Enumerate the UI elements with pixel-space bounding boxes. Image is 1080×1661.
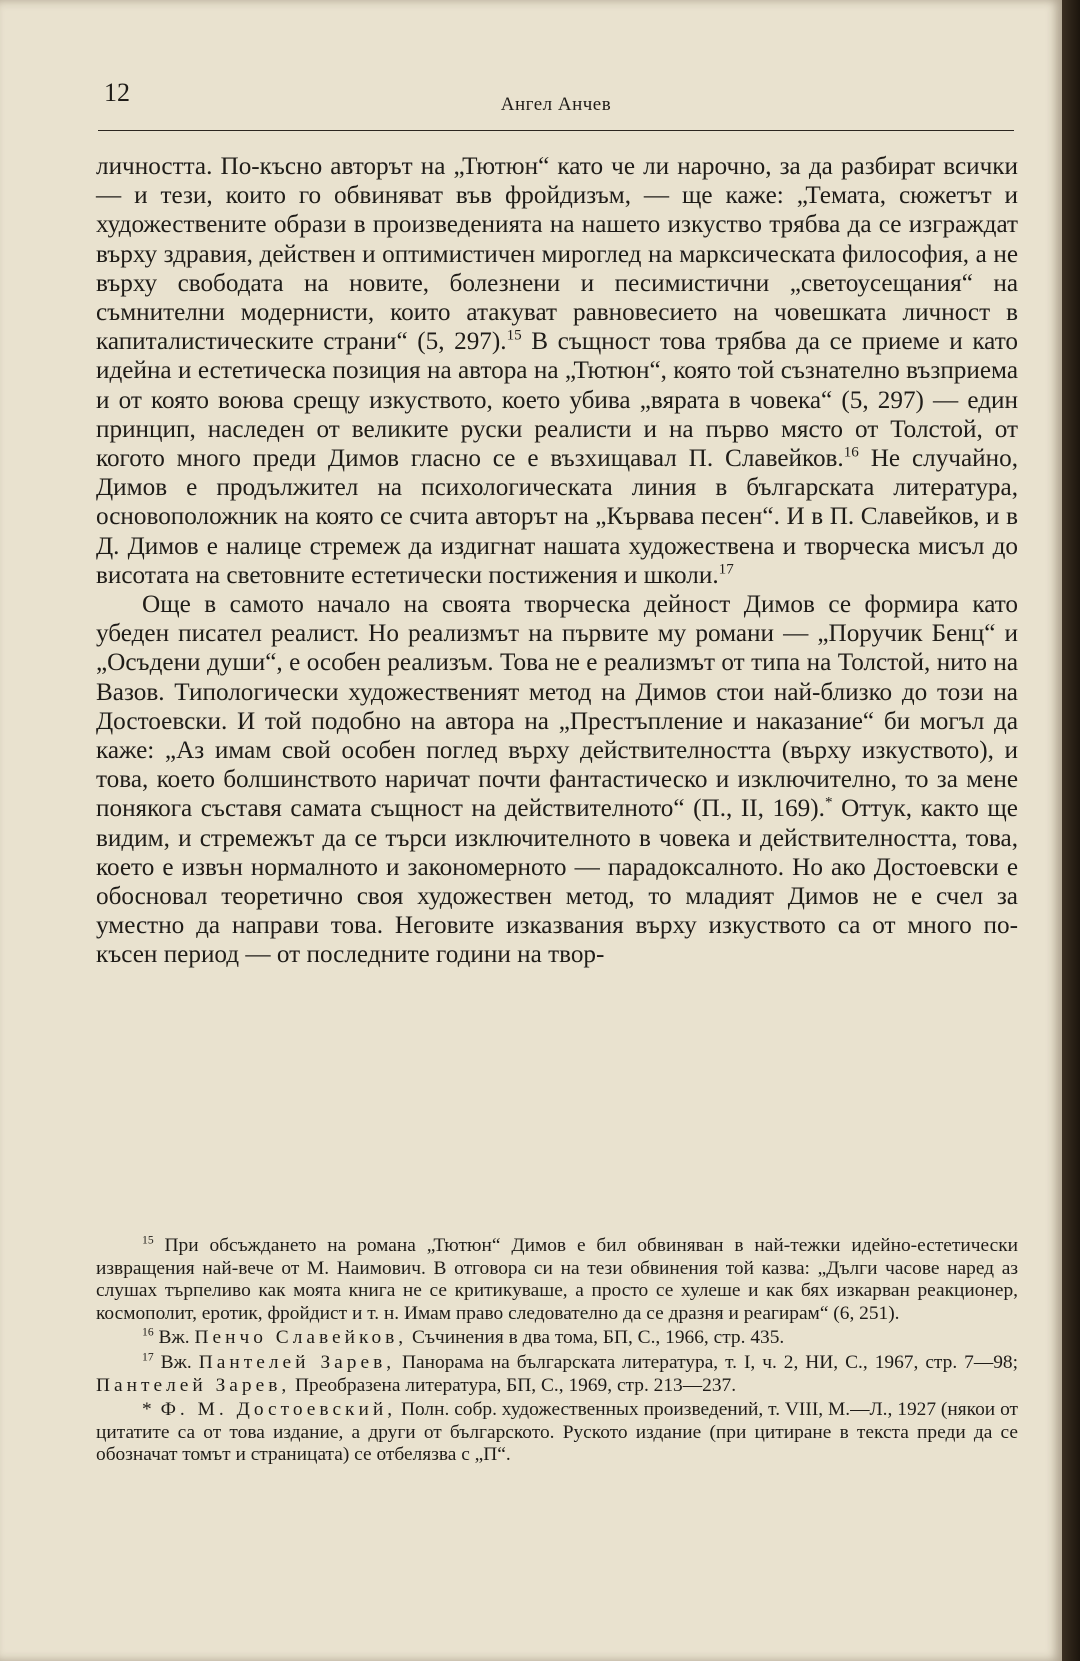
footnote-16-text: Съчинения в два тома, БП, С., 1966, стр. 435. xyxy=(407,1327,785,1349)
footnote-17-author-1: Пантелей Зарев, xyxy=(198,1351,396,1373)
footnote-ref-star: * xyxy=(824,795,833,812)
footnote-star-text: Полн. собр. художественных произведений, т. VIII, М.—Л., 1927 (някои от цитатите са от това издание, а други от българското. Руското издание (при цитиране в текста преди да се обозначат томът и страницата) се отбелязва с „П“. xyxy=(96,1399,1018,1466)
footnote-ref-17: 17 xyxy=(718,561,734,578)
paragraph-2-text-b: Оттук, както ще видим, и стремежът да се търси изключителното в човека и действителността, това, което е извън нормалното и закономерното — парадоксалното. Но ако Достоевски е обосновал теоретично своя художествен метод, то младият Димов не е счел за уместно да направи това. Неговите изказвания върху изкуството са от много по-късен период — от последните години на твор- xyxy=(96,795,1018,969)
footnote-15-text: При обсъждането на романа „Тютюн“ Димов е бил обвиняван в най-тежки идейно-естетически извращения най-вече от М. Наимович. В отговора си на тези обвинения той казва: „Дълги часове наред аз слушах търпеливо как моята книга не се критикуваше, а просто се хулеше и как бях изкарван реакционер, космополит, еротик, фройдист и т. н. Имам право следователно да се дразня и реагирам“ (6, 251). xyxy=(96,1235,1018,1324)
footnote-ref-15: 15 xyxy=(506,327,522,344)
footnote-16 xyxy=(96,1327,1018,1350)
footnote-16-mark: 16 xyxy=(142,1325,154,1339)
footnote-star-mark: * xyxy=(142,1399,152,1421)
book-spine-edge xyxy=(1062,0,1080,1661)
footnote-17-prefix: Вж. xyxy=(153,1351,199,1373)
footnote-star-author: Ф. М. Достоевский, xyxy=(151,1399,397,1421)
footnote-16-author: Пенчо Славейков, xyxy=(194,1327,408,1349)
paragraph-1-text: личността. По-късно авторът на „Тютюн“ като че ли нарочно, за да разбират всички — и тези, които го обвиняват във фройдизъм, — ще каже: „Темата, сюжетът и художествените образи в произведенията на нашето изкуство трябва да се изграждат върху здравия, действен и оптимистичен мироглед на марксическата философия, а не върху свободата на новите, болезнени и песимистични „светоусещания“ на съмнителни модернисти, които атакуват равновесието на човешката личност в капиталистическите страни“ (5, 297). xyxy=(96,153,1018,356)
footnote-16-prefix: Вж. xyxy=(153,1327,195,1349)
paragraph-1 xyxy=(96,152,1018,590)
footnote-17-mark: 17 xyxy=(142,1350,154,1364)
paragraph-2 xyxy=(96,590,1018,970)
footnote-star xyxy=(96,1399,1018,1467)
page-header xyxy=(98,78,1014,131)
footnote-15-mark: 15 xyxy=(142,1233,154,1247)
main-text xyxy=(96,152,1018,970)
footnote-17-text-end: Преобразена литература, БП, С., 1969, стр. 213—237. xyxy=(290,1374,737,1396)
footnote-17-author-2: Пантелей Зарев, xyxy=(96,1374,291,1396)
paragraph-1-text-c: Не случайно, Димов е продължител на психологическата линия в българската литература, основоположник на която се счита авторът на „Кървава песен“. И в П. Славейков, и в Д. Димов е налице стремеж да издигнат нашата художествена и творческа мисъл до висотата на световните естетически постижения и школи. xyxy=(96,445,1018,589)
running-head: Ангел Анчев xyxy=(500,94,612,115)
footnote-17 xyxy=(96,1352,1018,1397)
footnote-ref-16: 16 xyxy=(843,444,859,461)
footnotes xyxy=(96,1235,1018,1469)
paragraph-1-text-b: В същност това трябва да се приеме и като идейна и естетическа позиция на автора на „Тютюн“, която той съзнателно възприема и от която воюва срещу изкуството, което убива „вярата в човека“ (5, 297) — един принцип, наследен от великите руски реалисти и на първо място от Толстой, от когото много преди Димов гласно се е възхищавал П. Славейков. xyxy=(96,328,1018,473)
page-number: 12 xyxy=(104,78,130,107)
footnote-17-text-mid: Панорама на българската литература, т. I, ч. 2, НИ, С., 1967, стр. 7—98; xyxy=(395,1351,1019,1373)
paragraph-2-text: Още в самото начало на своята творческа дейност Димов се формира като убеден писател реалист. Но реализмът на първите му романи — „Поручик Бенц“ и „Осъдени души“, е особен реализъм. Това не е реализмът от типа на Толстой, нито на Вазов. Типологически художественият метод на Димов стои най-близко до този на Достоевски. И той подобно на автора на „Престъпление и наказание“ би могъл да каже: „Аз имам свой особен поглед върху действителността (върху изкуството), и това, което болшинството наричат почти фантастическо и изключително, то за мене понякога съставя самата същност на действителното“ (П., II, 169). xyxy=(96,591,1018,823)
footnote-15 xyxy=(96,1235,1018,1325)
